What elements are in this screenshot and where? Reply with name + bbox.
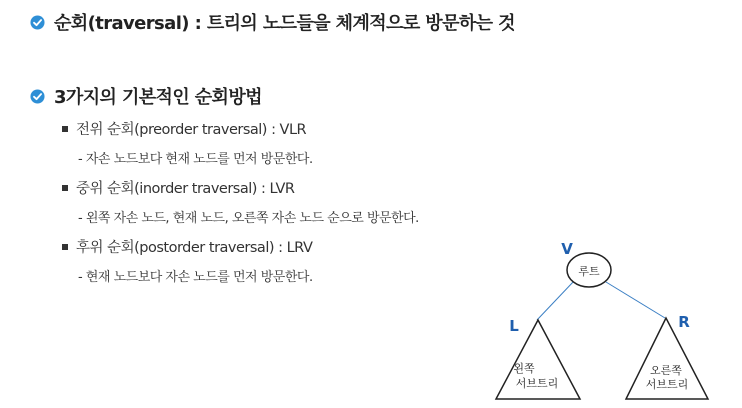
- left-subtree-label-line2: 서브트리: [515, 377, 559, 390]
- root-letter: V: [561, 240, 573, 258]
- preorder-title: 전위 순회(preorder traversal) : VLR: [76, 122, 307, 138]
- right-subtree-label-line2: 서브트리: [645, 378, 689, 391]
- inorder-desc: - 왼쪽 자손 노드, 현재 노드, 오른쪽 자손 노드 순으로 방문한다.: [78, 211, 419, 226]
- preorder-desc: - 자손 노드보다 현재 노드를 먼저 방문한다.: [78, 152, 313, 167]
- left-subtree-label-line1: 왼쪽: [513, 362, 535, 375]
- heading-traversal: 순회(traversal) : 트리의 노드들을 체계적으로 방문하는 것: [54, 13, 515, 34]
- heading-methods: 3가지의 기본적인 순회방법: [54, 87, 262, 108]
- right-letter: R: [678, 313, 690, 331]
- postorder-desc: - 현재 노드보다 자손 노드를 먼저 방문한다.: [78, 270, 313, 285]
- postorder-title: 후위 순회(postorder traversal) : LRV: [76, 240, 313, 256]
- edge-root-left: [537, 281, 574, 320]
- edge-root-right: [606, 282, 665, 318]
- root-node-label: 루트: [578, 265, 600, 278]
- inorder-title: 중위 순회(inorder traversal) : LVR: [76, 181, 295, 197]
- left-letter: L: [509, 317, 519, 335]
- right-subtree-label-line1: 오른쪽: [650, 364, 682, 377]
